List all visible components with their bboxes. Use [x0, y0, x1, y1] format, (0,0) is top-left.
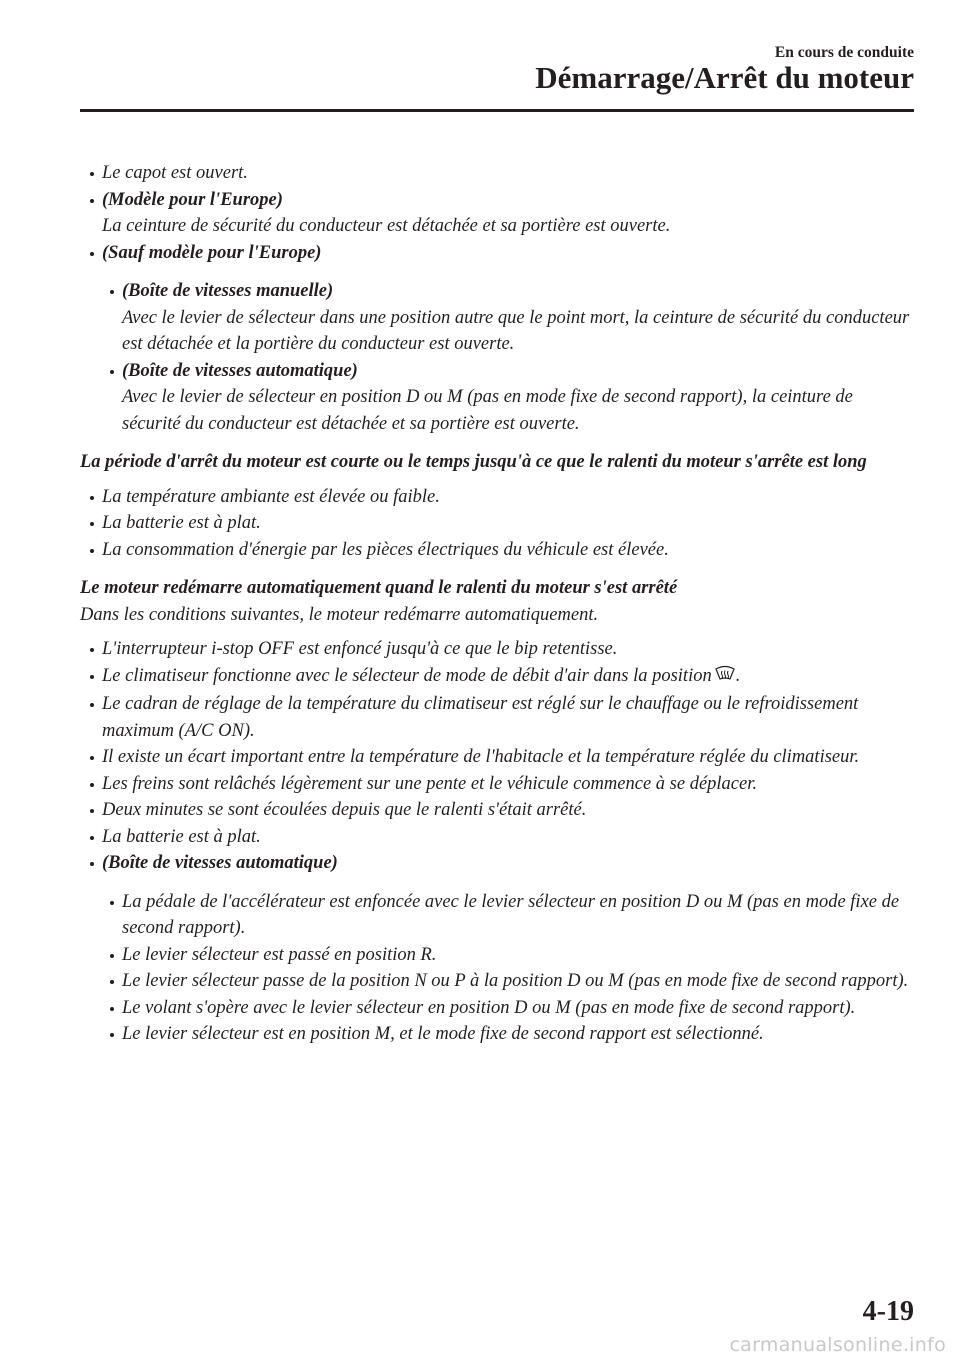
- list-item: Il existe un écart important entre la température de l'habitacle et la température réglée du climatiseur.: [80, 744, 914, 771]
- sub-list-item: La pédale de l'accélérateur est enfoncée avec le levier sélecteur en position D ou M (pas en mode fixe de second rapport).: [80, 889, 914, 942]
- watermark: carmanualsonline.info: [729, 1334, 946, 1356]
- list-item: L'interrupteur i-stop OFF est enfoncé jusqu'à ce que le bip retentisse.: [80, 636, 914, 663]
- sub-list-item: [80, 358, 914, 438]
- list-item: Les freins sont relâchés légèrement sur une pente et le véhicule commence à se déplacer.: [80, 771, 914, 798]
- sub-list-item: Le levier sélecteur est en position M, et le mode fixe de second rapport est sélectionné.: [80, 1021, 914, 1048]
- header-rule: [80, 109, 914, 112]
- list-item: La batterie est à plat.: [80, 824, 914, 851]
- section-intro: Dans les conditions suivantes, le moteur redémarre automatiquement.: [80, 604, 599, 625]
- sub-list-item-label: (Boîte de vitesses automatique): [122, 360, 358, 381]
- sub-list-item: Le levier sélecteur passe de la position N ou P à la position D ou M (pas en mode fixe de second rapport).: [80, 968, 914, 995]
- page-number: 4-19: [862, 1296, 914, 1327]
- page-title: Démarrage/Arrêt du moteur: [535, 60, 914, 95]
- sub-list-item: Le volant s'opère avec le levier sélecteur en position D ou M (pas en mode fixe de second rapport).: [80, 995, 914, 1022]
- sub-list-item-label: (Boîte de vitesses manuelle): [122, 281, 334, 301]
- sub-list-item-text: Avec le levier de sélecteur en position D ou M (pas en mode fixe de second rapport), la ceinture de sécurité du conducteur est détachée et sa portière est ouverte.: [122, 387, 853, 434]
- section-heading: La période d'arrêt du moteur est courte ou le temps jusqu'à ce que le ralenti du moteur s'arrête est long: [80, 452, 867, 472]
- list-item: Le capot est ouvert.: [80, 160, 914, 187]
- windshield-defroster-icon: [714, 665, 736, 692]
- list-item: Le climatiseur fonctionne avec le sélecteur de mode de débit d'air dans la position .: [80, 663, 914, 692]
- page-content: [80, 160, 914, 1048]
- list-item: La consommation d'énergie par les pièces électriques du véhicule est élevée.: [80, 537, 914, 564]
- header-section: En cours de conduite: [774, 44, 914, 61]
- list-item: [80, 187, 914, 240]
- section-heading: Le moteur redémarre automatiquement quand le ralenti du moteur s'est arrêté: [80, 578, 678, 598]
- sub-list-item: [80, 278, 914, 358]
- list-item: La température ambiante est élevée ou faible.: [80, 484, 914, 511]
- list-item: Deux minutes se sont écoulées depuis que le ralenti s'était arrêté.: [80, 797, 914, 824]
- list-item-text: La ceinture de sécurité du conducteur est détachée et sa portière est ouverte.: [102, 216, 671, 236]
- list-item: (Sauf modèle pour l'Europe): [80, 240, 914, 267]
- list-item: (Boîte de vitesses automatique): [80, 850, 914, 877]
- sub-list-item: Le levier sélecteur est passé en position R.: [80, 942, 914, 969]
- list-item: La batterie est à plat.: [80, 510, 914, 537]
- sub-list-item-text: Avec le levier de sélecteur dans une position autre que le point mort, la ceinture de sécurité du conducteur est détachée et la portière du conducteur est ouverte.: [122, 307, 910, 354]
- list-item: Le cadran de réglage de la température du climatiseur est réglé sur le chauffage ou le refroidissement maximum (A/C ON).: [80, 691, 914, 744]
- list-item-label: (Modèle pour l'Europe): [102, 189, 283, 210]
